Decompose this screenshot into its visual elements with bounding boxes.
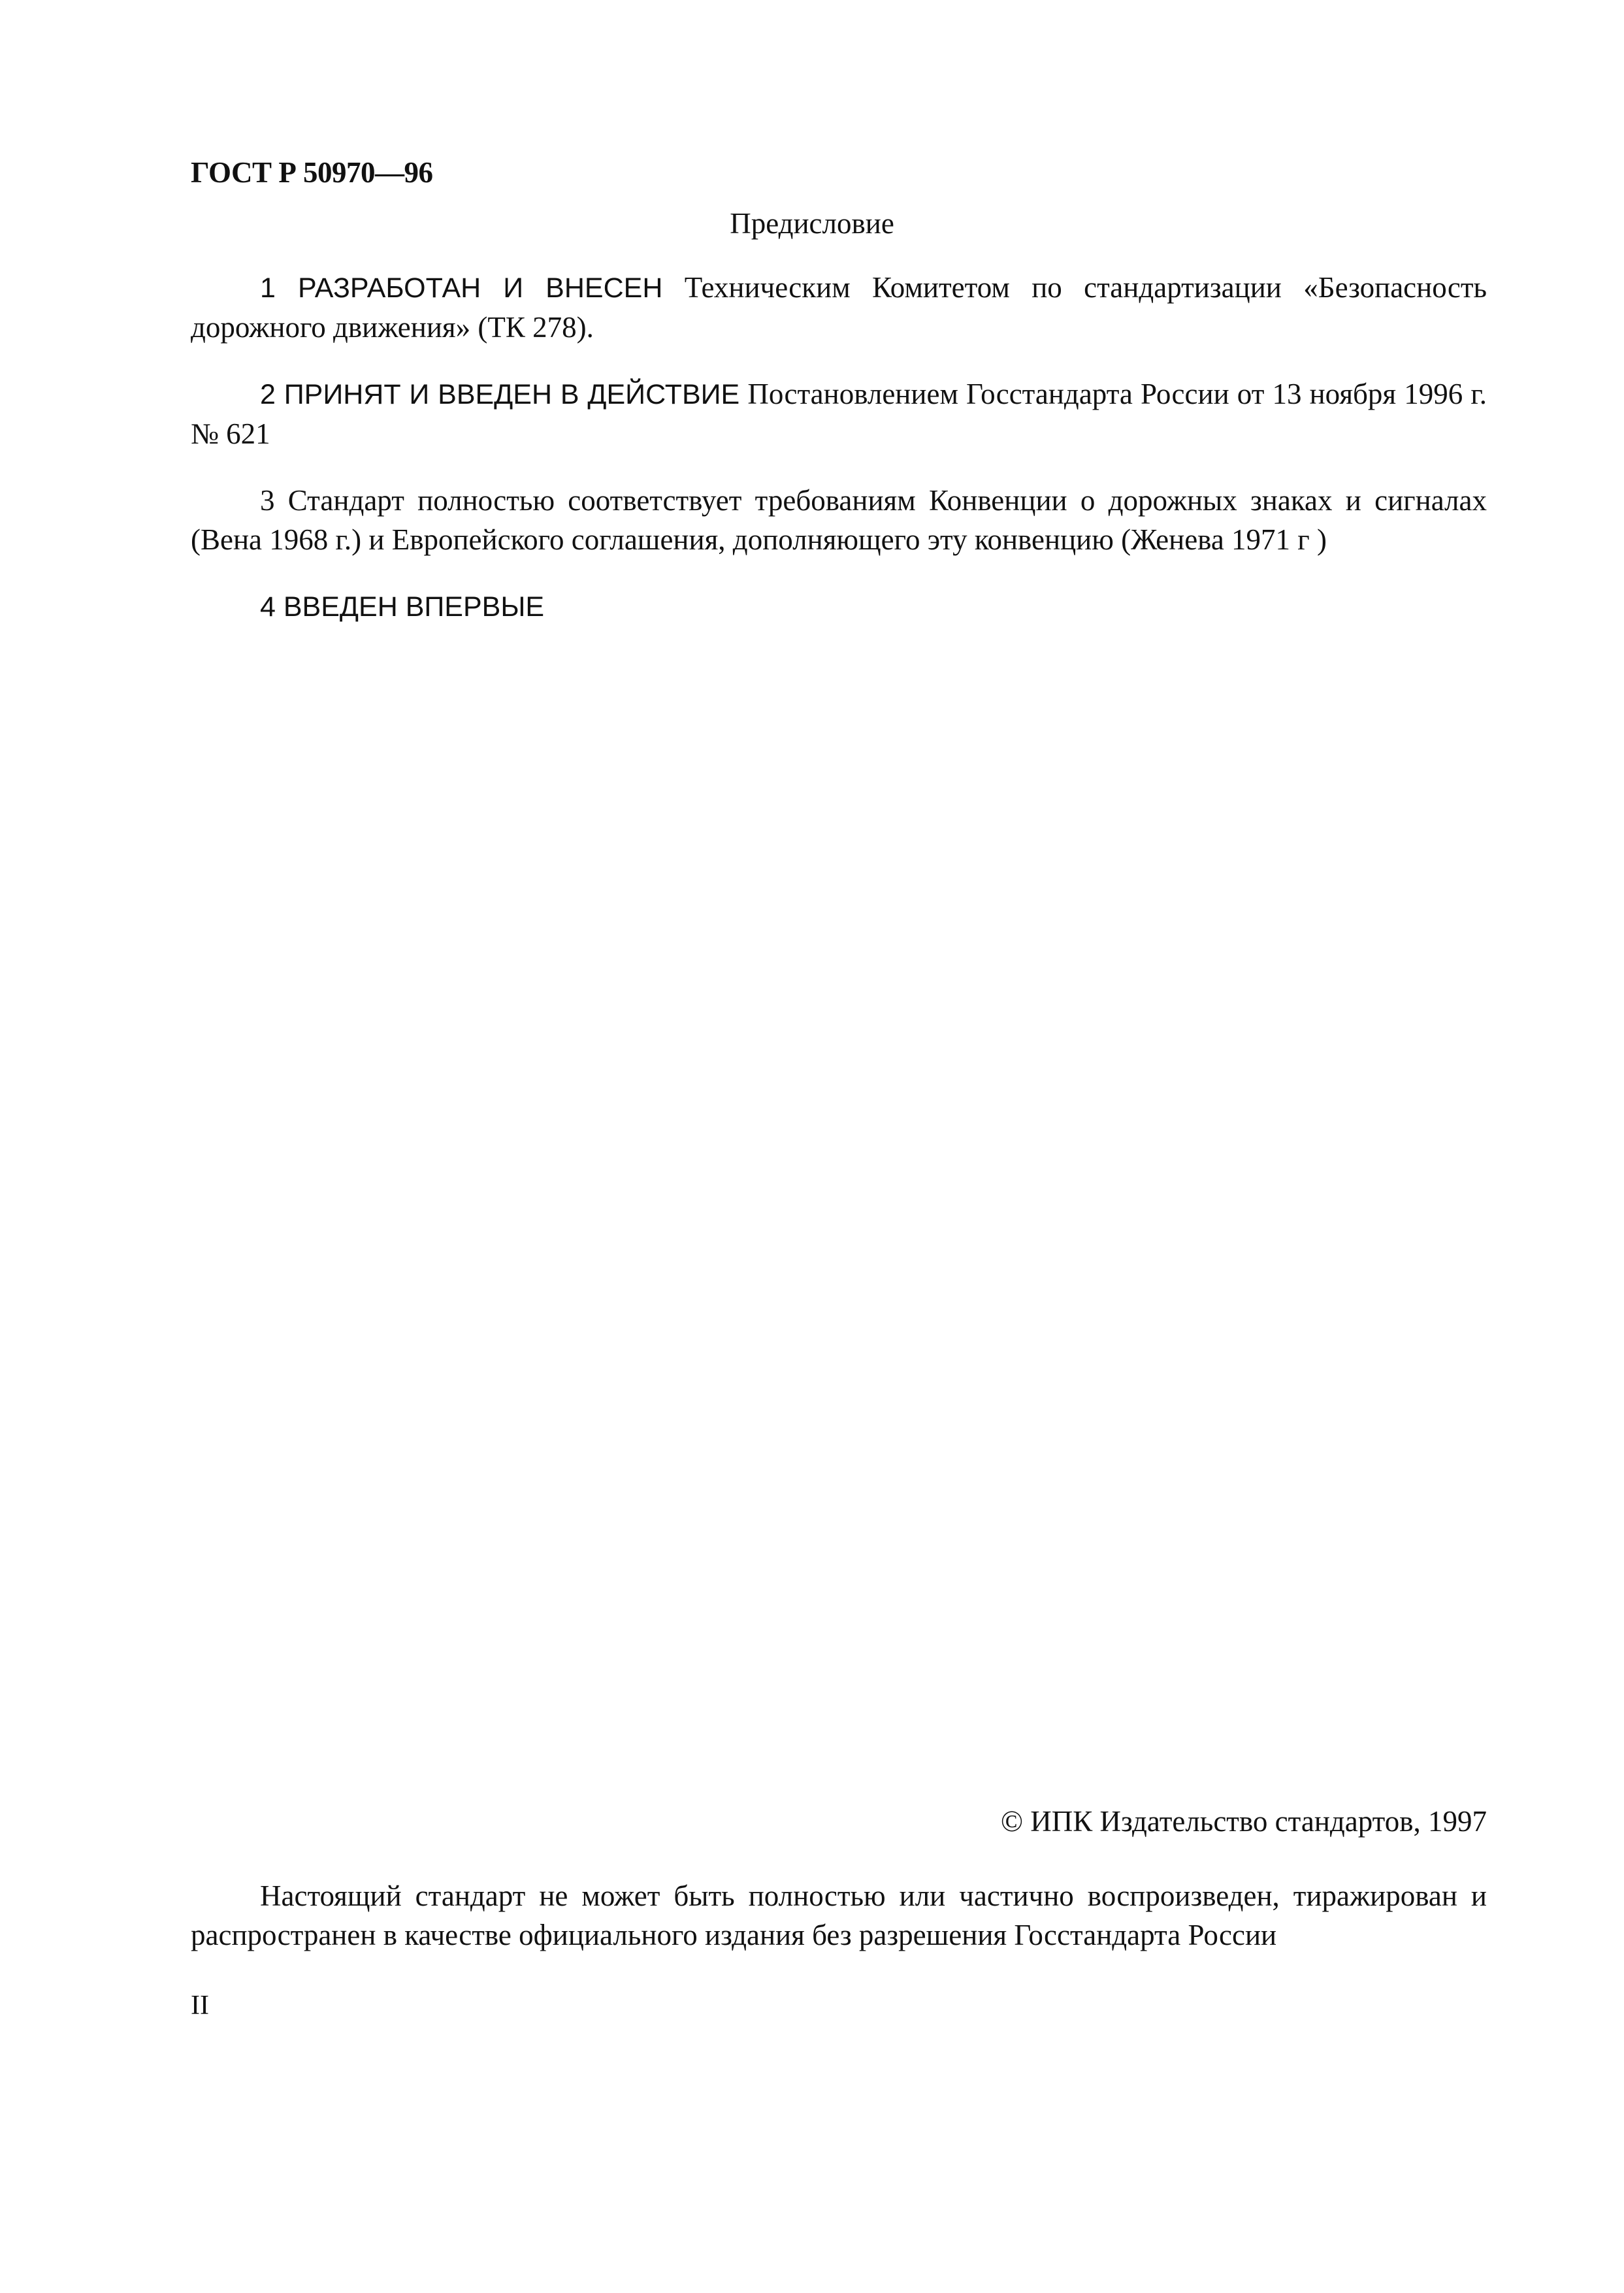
- preface-title: Предисловие: [730, 207, 894, 240]
- preface-item-1-text: Техническим Комитетом по стандартизации «Безопасность дорожного движения» (ТК 278).: [191, 271, 1487, 344]
- preface-item-2-lead: 2 ПРИНЯТ И ВВЕДЕН В ДЕЙСТВИЕ: [260, 379, 740, 410]
- document-code: ГОСТ Р 50970—96: [191, 156, 433, 189]
- page-number: II: [191, 1991, 209, 2021]
- preface-item-1: [191, 268, 1487, 347]
- copyright-line: © ИПК Издательство стандартов, 1997: [1000, 1805, 1487, 1838]
- preface-item-4-lead: 4 ВВЕДЕН ВПЕРВЫЕ: [260, 591, 545, 623]
- preface-item-1-lead: 1 РАЗРАБОТАН И ВНЕСЕН: [260, 272, 663, 304]
- preface-item-3-text: 3 Стандарт полностью соответствует требованиям Конвенции о дорожных знаках и сигналах (Вена 1968 г.) и Европейского соглашения, дополняющего эту конвенцию (Женева 1971 г ): [191, 484, 1487, 556]
- reproduction-notice: Настоящий стандарт не может быть полностью или частично воспроизведен, тиражирован и распространен в качестве официального издания без разрешения Госстандарта России: [191, 1879, 1487, 1951]
- preface-items: [191, 268, 1487, 654]
- preface-item-3: [191, 481, 1487, 559]
- preface-item-2-text: Постановлением Госстандарта России от 13 ноября 1996 г. № 621: [191, 378, 1487, 450]
- preface-item-4: [191, 587, 1487, 626]
- preface-item-2: [191, 374, 1487, 453]
